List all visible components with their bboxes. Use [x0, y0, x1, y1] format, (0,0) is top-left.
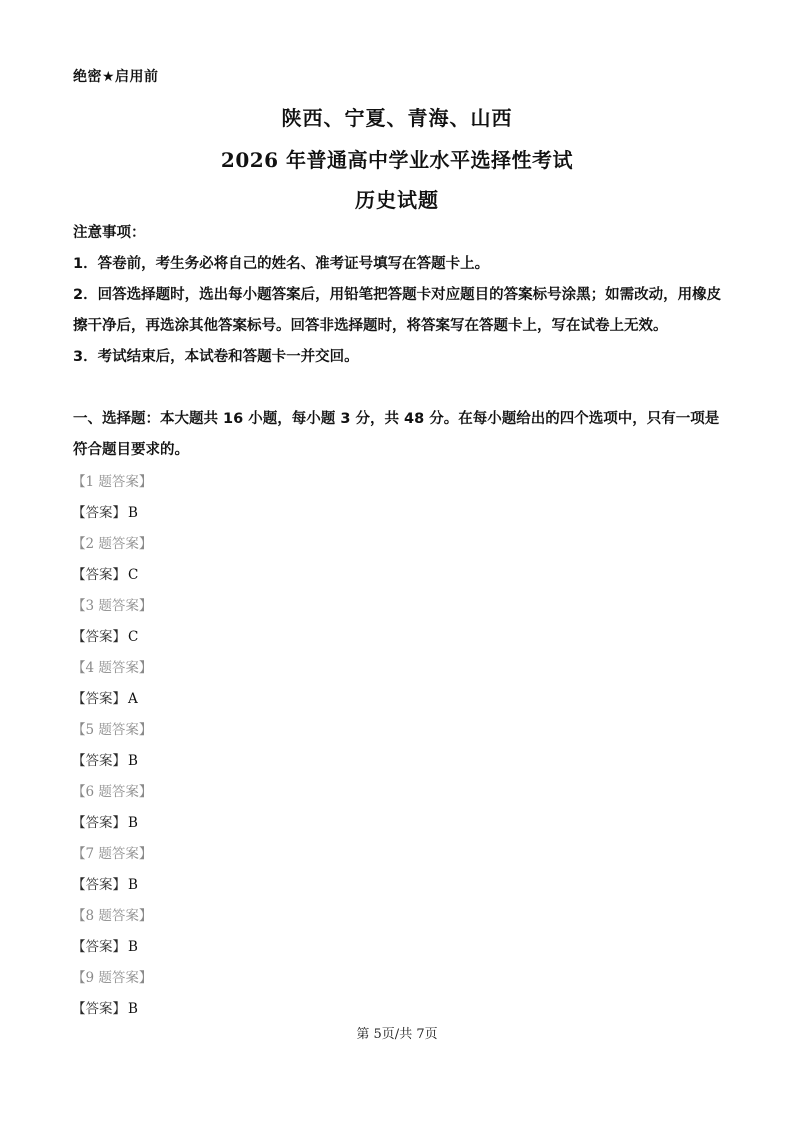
notes-item-2: 2．回答选择题时，选出每小题答案后，用铅笔把答题卡对应题目的答案标号涂黑；如需改动，用橡皮擦干净后，再选涂其他答案标号。回答非选择题时，将答案写在答题卡上，写在试卷上无效。 [73, 287, 722, 334]
question-label-2: 【2 题答案】 [72, 536, 153, 552]
answer-prefix: 【答案】 [72, 1001, 126, 1017]
question-label-5: 【5 题答案】 [72, 722, 153, 738]
answer-letter: B [128, 815, 138, 831]
answer-prefix: 【答案】 [72, 815, 126, 831]
question-label-4: 【4 题答案】 [72, 660, 153, 676]
answer-list [72, 467, 472, 1025]
answer-prefix: 【答案】 [72, 505, 126, 521]
answer-letter: B [128, 753, 138, 769]
answer-letter: C [128, 567, 139, 583]
answer-row-5 [72, 746, 472, 777]
notes-item-3: 3．考试结束后，本试卷和答题卡一并交回。 [73, 349, 359, 365]
question-label-6: 【6 题答案】 [72, 784, 153, 800]
question-label-9: 【9 题答案】 [72, 970, 153, 986]
page-indicator: 第 5页/共 7页 [356, 1027, 438, 1042]
answer-row-8 [72, 932, 472, 963]
answer-prefix: 【答案】 [72, 629, 126, 645]
answer-letter: B [128, 939, 138, 955]
confidential-mark: 绝密★启用前 [73, 69, 159, 85]
notes-block [73, 218, 723, 373]
question-label-7: 【7 题答案】 [72, 846, 153, 862]
notes-heading: 注意事项： [73, 225, 146, 241]
answer-prefix: 【答案】 [72, 567, 126, 583]
answer-letter: B [128, 505, 138, 521]
answer-row-3 [72, 622, 472, 653]
region-title: 陕西、宁夏、青海、山西 [281, 106, 513, 130]
exam-title: 2026 年普通高中学业水平选择性考试 [220, 148, 574, 172]
subject-title: 历史试题 [355, 188, 439, 212]
question-label-1: 【1 题答案】 [72, 474, 153, 490]
section-text: 一、选择题：本大题共 16 小题，每小题 3 分，共 48 分。在每小题给出的四个选项中，只有一项是符合题目要求的。 [73, 411, 720, 458]
answer-letter: B [128, 1001, 138, 1017]
answer-row-4 [72, 684, 472, 715]
question-label-8: 【8 题答案】 [72, 908, 153, 924]
answer-prefix: 【答案】 [72, 939, 126, 955]
answer-row-1 [72, 498, 472, 529]
answer-row-9 [72, 994, 472, 1025]
answer-prefix: 【答案】 [72, 753, 126, 769]
answer-prefix: 【答案】 [72, 691, 126, 707]
answer-prefix: 【答案】 [72, 877, 126, 893]
answer-letter: A [128, 691, 138, 707]
answer-letter: C [128, 629, 139, 645]
answer-row-6 [72, 808, 472, 839]
answer-row-2 [72, 560, 472, 591]
question-label-3: 【3 题答案】 [72, 598, 153, 614]
answer-letter: B [128, 877, 138, 893]
answer-row-7 [72, 870, 472, 901]
section-heading [73, 404, 723, 466]
notes-item-1: 1．答卷前，考生务必将自己的姓名、准考证号填写在答题卡上。 [73, 256, 490, 272]
